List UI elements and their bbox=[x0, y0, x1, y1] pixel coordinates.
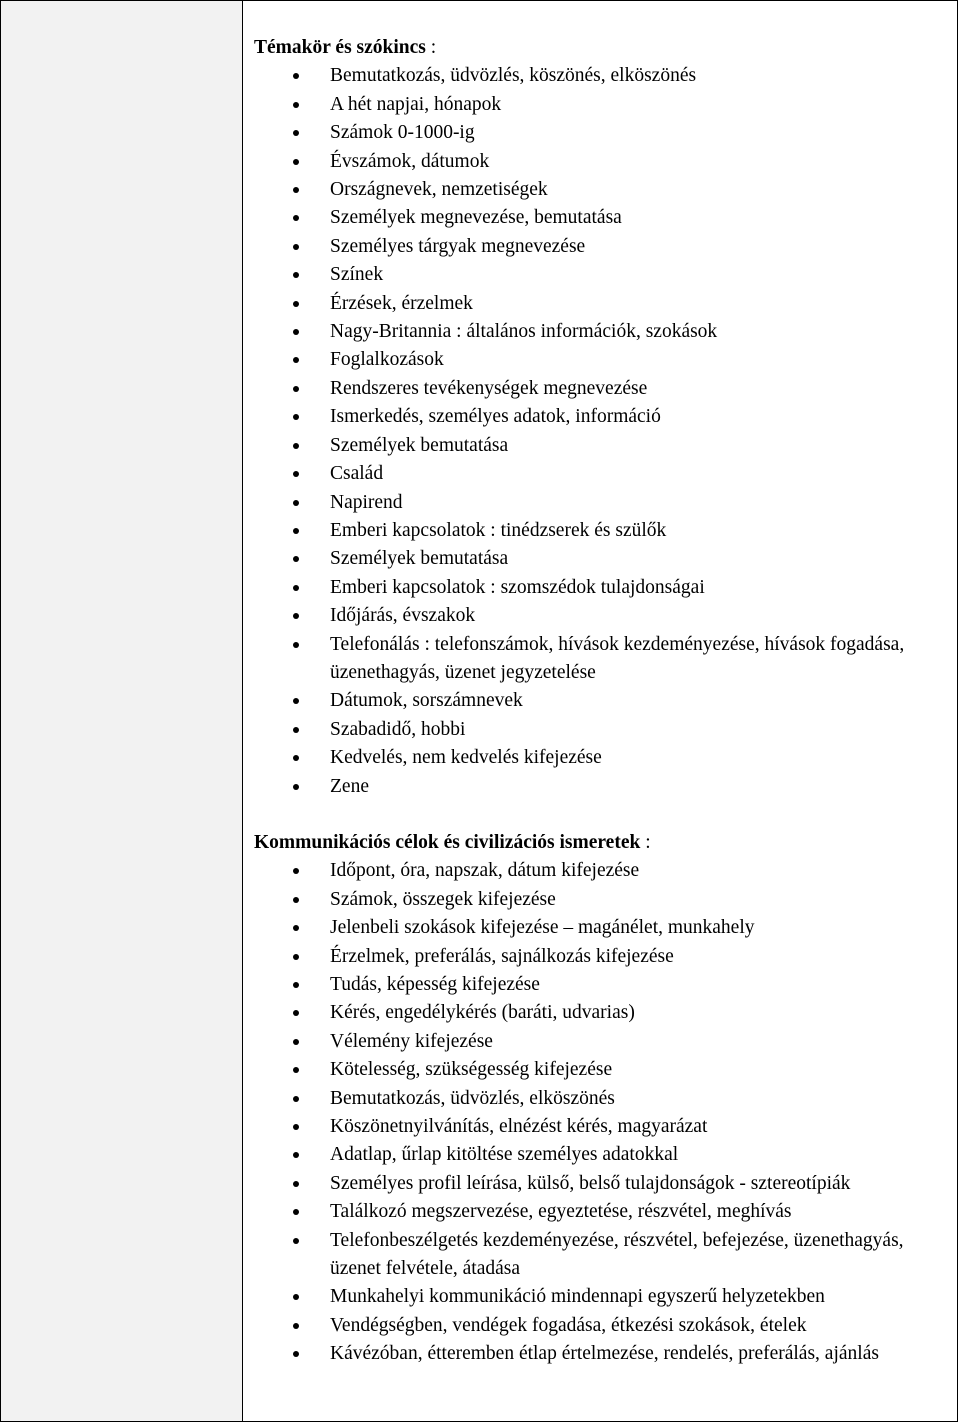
list-item: Adatlap, űrlap kitöltése személyes adatokkal bbox=[254, 1141, 954, 1169]
section-title-suffix: : bbox=[425, 37, 437, 58]
list-item: Vendégségben, vendégek fogadása, étkezési szokások, ételek bbox=[254, 1312, 954, 1340]
list-item: Munkahelyi kommunikáció mindennapi egyszerű helyzetekben bbox=[254, 1283, 954, 1311]
list-item: Dátumok, sorszámnevek bbox=[254, 687, 954, 715]
list-item: Személyes tárgyak megnevezése bbox=[254, 233, 954, 261]
list-item: Kávézóban, étteremben étlap értelmezése, rendelés, preferálás, ajánlás bbox=[254, 1340, 954, 1368]
list-item: Számok, összegek kifejezése bbox=[254, 886, 954, 914]
section-title: Témakör és szókincs bbox=[254, 37, 426, 58]
section-spacer bbox=[254, 801, 954, 829]
topics-list bbox=[254, 62, 954, 801]
list-item: Személyek bemutatása bbox=[254, 545, 954, 573]
list-item: Napirend bbox=[254, 489, 954, 517]
list-item: Személyek bemutatása bbox=[254, 432, 954, 460]
list-item: Időpont, óra, napszak, dátum kifejezése bbox=[254, 857, 954, 885]
list-item: Telefonbeszélgetés kezdeményezése, részvétel, befejezése, üzenethagyás, üzenet felvétele, átadása bbox=[254, 1227, 954, 1284]
list-item: Emberi kapcsolatok : tinédzserek és szülők bbox=[254, 517, 954, 545]
table-left-cell bbox=[0, 0, 242, 1422]
list-item: Jelenbeli szokások kifejezése – magánélet, munkahely bbox=[254, 914, 954, 942]
list-item: Vélemény kifejezése bbox=[254, 1028, 954, 1056]
cell-content bbox=[254, 34, 954, 1369]
list-item: Kérés, engedélykérés (baráti, udvarias) bbox=[254, 999, 954, 1027]
list-item: Köszönetnyilvánítás, elnézést kérés, magyarázat bbox=[254, 1113, 954, 1141]
list-item: Érzések, érzelmek bbox=[254, 290, 954, 318]
list-item: Rendszeres tevékenységek megnevezése bbox=[254, 375, 954, 403]
list-item: Találkozó megszervezése, egyeztetése, részvétel, meghívás bbox=[254, 1198, 954, 1226]
list-item: Évszámok, dátumok bbox=[254, 148, 954, 176]
list-item: Zene bbox=[254, 773, 954, 801]
list-item: Kötelesség, szükségesség kifejezése bbox=[254, 1056, 954, 1084]
list-item: Emberi kapcsolatok : szomszédok tulajdonságai bbox=[254, 574, 954, 602]
section-heading-topics bbox=[254, 34, 954, 62]
list-item: Telefonálás : telefonszámok, hívások kezdeményezése, hívások fogadása, üzenethagyás, üzenet jegyzetelése bbox=[254, 631, 954, 688]
communication-list bbox=[254, 857, 954, 1368]
list-item: Számok 0-1000-ig bbox=[254, 119, 954, 147]
list-item: Nagy-Britannia : általános információk, szokások bbox=[254, 318, 954, 346]
list-item: Színek bbox=[254, 261, 954, 289]
list-item: Szabadidő, hobbi bbox=[254, 716, 954, 744]
list-item: Ismerkedés, személyes adatok, információ bbox=[254, 403, 954, 431]
list-item: Tudás, képesség kifejezése bbox=[254, 971, 954, 999]
list-item: Bemutatkozás, üdvözlés, köszönés, elköszönés bbox=[254, 62, 954, 90]
list-item: Kedvelés, nem kedvelés kifejezése bbox=[254, 744, 954, 772]
list-item: Személyes profil leírása, külső, belső tulajdonságok - sztereotípiák bbox=[254, 1170, 954, 1198]
list-item: A hét napjai, hónapok bbox=[254, 91, 954, 119]
list-item: Foglalkozások bbox=[254, 346, 954, 374]
section-heading-communication bbox=[254, 829, 954, 857]
list-item: Család bbox=[254, 460, 954, 488]
list-item: Személyek megnevezése, bemutatása bbox=[254, 204, 954, 232]
list-item: Országnevek, nemzetiségek bbox=[254, 176, 954, 204]
list-item: Időjárás, évszakok bbox=[254, 602, 954, 630]
section-title-suffix: : bbox=[640, 831, 651, 853]
list-item: Bemutatkozás, üdvözlés, elköszönés bbox=[254, 1085, 954, 1113]
section-title: Kommunikációs célok és civilizációs ismeretek bbox=[254, 831, 641, 853]
list-item: Érzelmek, preferálás, sajnálkozás kifejezése bbox=[254, 943, 954, 971]
